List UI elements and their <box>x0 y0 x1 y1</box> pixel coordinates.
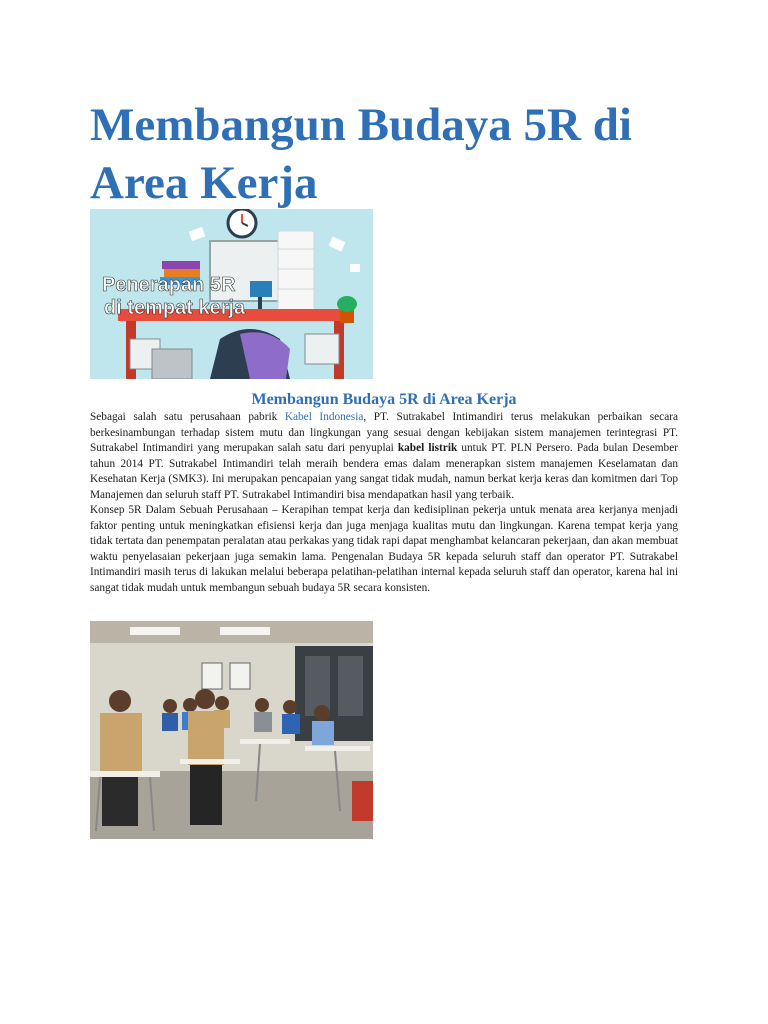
section-heading: Membangun Budaya 5R di Area Kerja <box>251 391 517 408</box>
paragraph-konsep-5r: Konsep 5R Dalam Sebuah Perusahaan – Kerapihan tempat kerja dan kedisiplinan pekerja untuk menata area kerjanya menjadi faktor penting untuk meningkatkan efisiensi kerja dan juga menjaga kualitas mutu dan lingkungan. Karena tempat kerja yang tidak tertata dan penempatan peralatan atau perkakas yang tidak rapi dapat menghambat kelancaran pekerjaan, dan akan membuat waktu penyelasaian pekerjaan juga semakin lama. Pengenalan Budaya 5R kepada seluruh staff dan operator PT. Sutrakabel Intimandiri masih terus di lakukan melalui beberapa pelatihan-pelatihan internal kepada seluruh staff dan operator, karena hal ini sangat tidak mudah untuk membangun sebuah budaya 5R secara konsisten. <box>90 504 678 594</box>
hero-overlay-line1: Penerapan 5R <box>102 274 236 296</box>
hero-overlay-line2: di tempat kerja <box>104 297 246 319</box>
classroom-training-photo <box>90 621 373 839</box>
article-body <box>90 410 678 596</box>
messy-desk-illustration <box>90 209 373 379</box>
hero-illustration <box>90 209 373 379</box>
paragraph-intro-middle: , PT. Sutrakabel Intimandiri terus melakukan perbaikan secara berkesinambungan terhadap sistem mutu dan lingkungan yang sesuai dengan kebijakan sistem manajemen terintegrasi PT. Sutrakabel Intimandiri yang merupakan salah satu dari penyuplai <box>90 411 678 454</box>
paragraph-intro <box>90 410 678 503</box>
training-photo <box>90 621 373 839</box>
kabel-indonesia-link[interactable]: Kabel Indonesia <box>284 411 364 423</box>
page-title: Membangun Budaya 5R di Area Kerja <box>90 99 632 209</box>
kabel-listrik-bold: kabel listrik <box>397 442 458 454</box>
paragraph-intro-end: untuk PT. PLN Persero. Pada bulan Desember tahun 2014 PT. Sutrakabel Intimandiri telah meraih bendera emas dalam menerapkan sistem manajemen Keselamatan dan Kesehatan Kerja (SMK3). Ini merupakan pencapaian yang sangat tidak mudah, namun berkat kerja keras dan komitmen dari Top Manajemen dan seluruh staff PT. Sutrakabel Intimandiri bisa mendapatkan hasil yang terbaik. <box>90 442 678 501</box>
paragraph-intro-start: Sebagai salah satu perusahaan pabrik <box>90 411 285 423</box>
